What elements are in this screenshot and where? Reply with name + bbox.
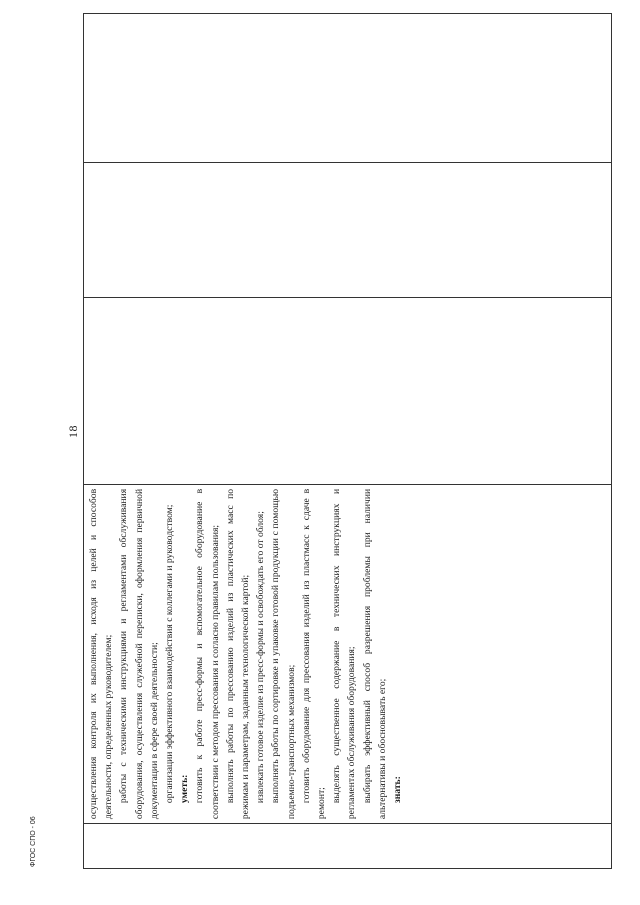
requirement-line: выделять существенное содержание в технических инструкциях и регламентах обслуживания оборудования; (331, 488, 358, 820)
requirement-line: выполнять работы по сортировке и упаковке готовой продукции с помощью подъемно-транспортных механизмов; (270, 488, 297, 820)
requirement-line: готовить оборудование для прессования изделий из пластмасс к сдаче в ремонт; (300, 488, 328, 820)
requirement-line: готовить к работе пресс-формы и вспомогательное оборудование в соответствии с методом прессования и согласно правилам пользования; (194, 488, 221, 820)
table-cell-requirements (84, 485, 611, 824)
requirement-line: выбирать эффективный способ разрешения проблемы при наличии альтернативы и обосновывать его; (361, 488, 388, 820)
table-cell-disciplines (84, 14, 611, 163)
table-cell-hours-required (84, 163, 611, 299)
requirement-line: выполнять работы по прессованию изделий из пластических масс по режимам и параметрам, заданным технологической картой; (224, 488, 252, 820)
requirement-line: организации эффективного взаимодействия с коллегами и руководством; (164, 504, 176, 804)
table-cell-index (84, 824, 611, 868)
section-heading-znat: знать: (392, 776, 404, 804)
table-cell-hours-max (84, 298, 611, 485)
requirement-line: работы с техническими инструкциями и регламентами обслуживания оборудования, осуществления служебной переписки, оформления первичной документации в сфере своей деятельности; (118, 488, 160, 820)
page-number: 18 (66, 425, 80, 438)
section-heading-umet: уметь: (179, 774, 191, 804)
requirement-line: извлекать готовое изделие из пресс-формы и освобождать его от облоя; (255, 511, 267, 804)
footer-doc-code: ФГОС СПО - 06 (30, 816, 37, 867)
requirement-line: осуществления контроля их выполнения, исходя из целей и способов деятельности, определенных руководителем; (88, 488, 115, 820)
competency-table (83, 13, 612, 869)
